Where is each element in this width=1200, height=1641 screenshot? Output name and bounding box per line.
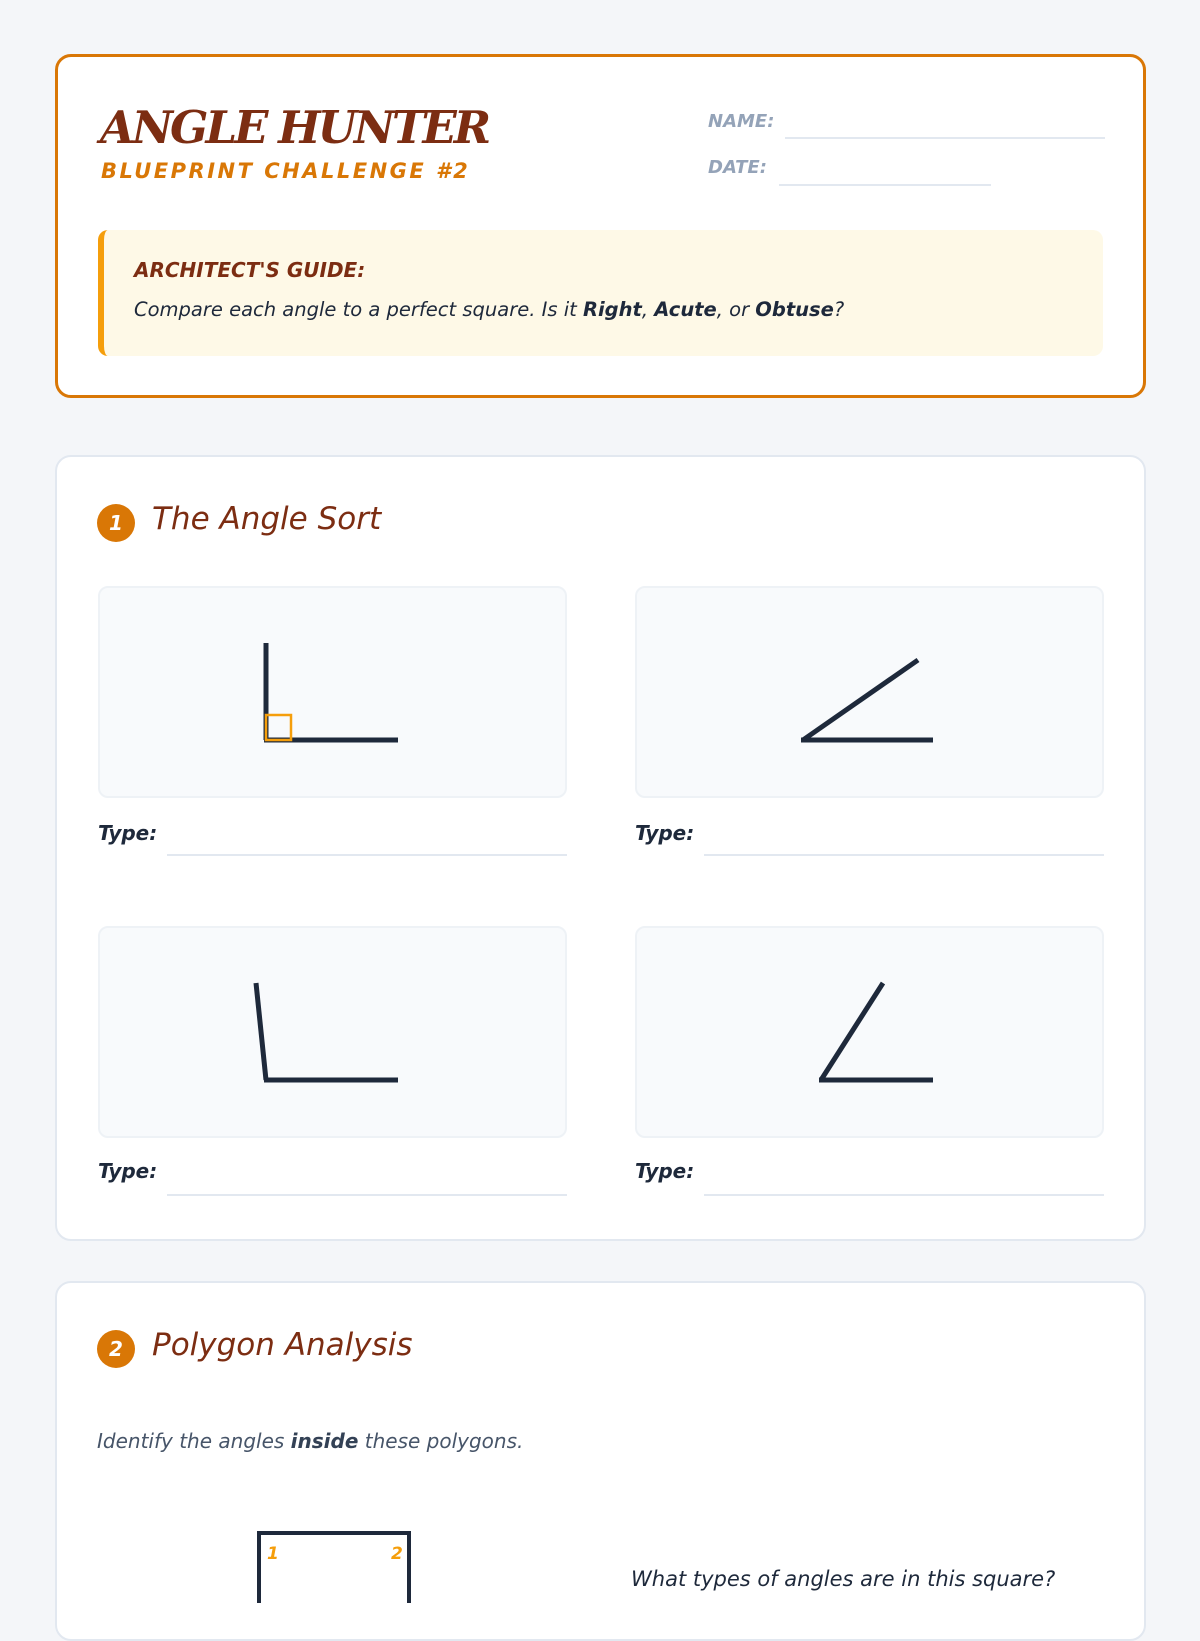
right-angle-icon [100,588,569,800]
square-polygon [247,1523,427,1603]
acute-angle-icon [637,588,1106,800]
polygon-question: What types of angles are in this square? [631,1567,1056,1591]
angle-card-3 [98,926,567,1138]
name-field[interactable] [785,137,1105,139]
angle-card-4 [635,926,1104,1138]
section-number-badge: 2 [97,1330,135,1368]
guide-title: ARCHITECT'S GUIDE: [134,258,366,282]
type-label-1: Type: [98,821,158,845]
guide-text-start: Compare each angle to a perfect square. Is it [134,298,583,321]
architects-guide [98,230,1103,356]
type-answer-field-4[interactable] [704,1194,1104,1196]
date-label: DATE: [708,157,767,178]
angle-card-2 [635,586,1104,798]
section-title: Polygon Analysis [152,1327,413,1363]
type-label-2: Type: [635,821,695,845]
worksheet-title: ANGLE HUNTER [100,101,489,154]
section-title: The Angle Sort [152,501,382,537]
type-label-3: Type: [98,1159,158,1183]
acute-angle-icon [637,928,1106,1140]
corner-label-1: 1 [267,1544,279,1564]
type-answer-field-2[interactable] [704,854,1104,856]
instruction-start: Identify the angles [97,1429,291,1453]
type-answer-field-1[interactable] [167,854,567,856]
guide-or: , or [716,298,756,321]
guide-acute: Acute [654,298,717,321]
angle-card-1 [98,586,567,798]
polygon-analysis-section [55,1281,1146,1641]
header-card [55,54,1146,398]
guide-obtuse: Obtuse [755,298,834,321]
instruction-bold: inside [290,1429,359,1453]
name-label: NAME: [708,111,775,132]
guide-text [134,298,844,321]
guide-end: ? [833,298,845,321]
type-answer-field-3[interactable] [167,1194,567,1196]
instruction-end: these polygons. [358,1429,524,1453]
angle-sort-section [55,455,1146,1241]
date-field[interactable] [779,184,991,186]
guide-comma: , [641,298,655,321]
type-label-4: Type: [635,1159,695,1183]
corner-label-2: 2 [391,1544,403,1564]
guide-right: Right [582,298,642,321]
polygon-instruction [97,1429,523,1453]
section-number-badge: 1 [97,504,135,542]
worksheet-subtitle: BLUEPRINT CHALLENGE #2 [101,159,471,183]
obtuse-angle-icon [100,928,569,1140]
